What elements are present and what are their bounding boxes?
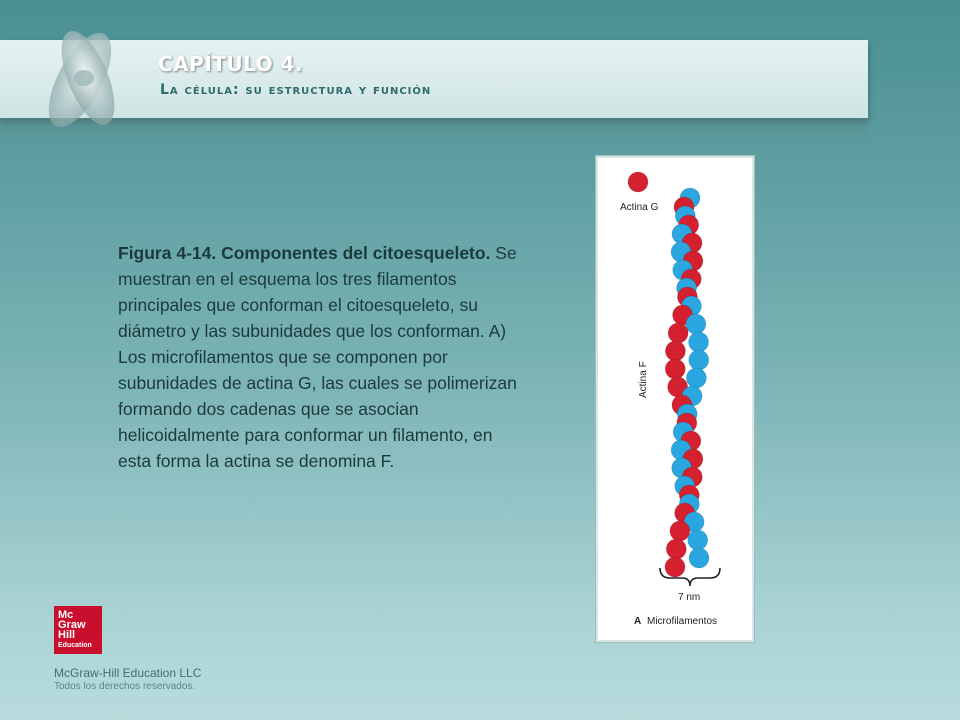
actin-subunit-red (665, 359, 685, 379)
logo-line-4: Education (58, 642, 92, 649)
chapter-subtitle: La célula: su estructura y función (160, 82, 432, 98)
microfilament-diagram (598, 158, 752, 640)
logo-line-3: Hill (58, 629, 76, 641)
label-scale: 7 nm (678, 592, 701, 603)
microfilament-figure (596, 156, 754, 642)
actin-subunit-blue (689, 548, 709, 568)
chapter-title: CAPÍTULO 4. (158, 52, 304, 76)
chromosome-icon (18, 20, 148, 135)
actin-subunit-blue (688, 530, 708, 550)
actin-subunit-blue (686, 368, 706, 388)
caption-title: Figura 4-14. Componentes del citoesqueleto. (118, 243, 491, 263)
actin-subunit-red (668, 323, 688, 343)
actin-subunit-red (665, 341, 685, 361)
actin-subunit-blue (686, 314, 706, 334)
logo-line-2: Graw (58, 619, 86, 631)
actin-subunit-red (665, 557, 685, 577)
actin-subunit-blue (689, 350, 709, 370)
mcgraw-hill-logo (54, 606, 102, 654)
label-panel: Microfilamentos (647, 616, 718, 627)
actin-subunit-red (670, 521, 690, 541)
actin-g-monomer (628, 172, 648, 192)
figure-caption (118, 240, 528, 474)
footer-company: McGraw-Hill Education LLC (54, 666, 202, 680)
actin-subunit-blue (689, 332, 709, 352)
actin-subunit-red (666, 539, 686, 559)
label-actina-f: Actina F (638, 361, 649, 398)
logo-line-1: Mc (58, 609, 74, 621)
label-panel-letter: A (634, 616, 642, 627)
caption-text: Se muestran en el esquema los tres filamentos principales que conforman el citoesqueleto, su diámetro y las subunidades que los conforman. A) Los microfilamentos que se componen por subunidades de actina G, las cuales se polimerizan formando dos cadenas que se asocian helicoidalmente para conformar un filamento, en esta forma la actina se denomina F. (118, 243, 517, 471)
footer-rights: Todos los derechos reservados. (54, 681, 196, 692)
label-actina-g: Actina G (620, 202, 659, 213)
